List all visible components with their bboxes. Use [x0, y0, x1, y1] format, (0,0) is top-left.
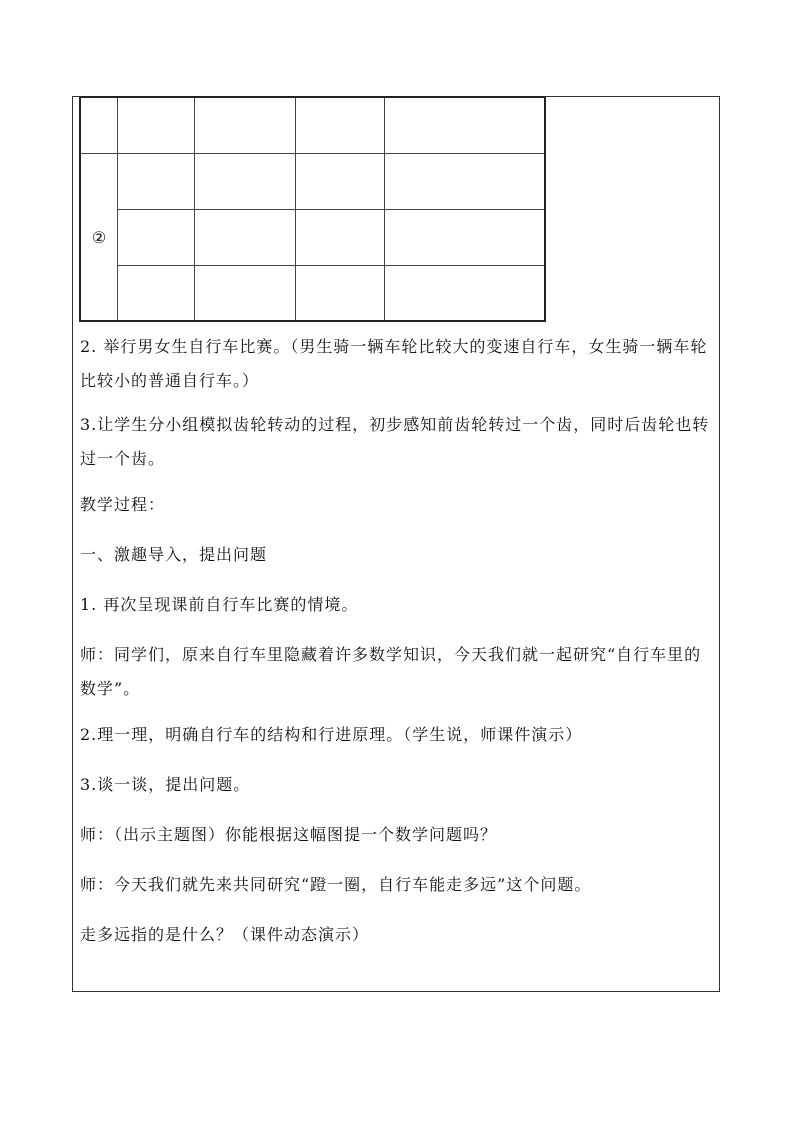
- section-heading-process: 教学过程：: [80, 495, 166, 514]
- step-1: 1. 再次呈现课前自行车比赛的情境。: [80, 595, 359, 614]
- teacher-line-1: 师：同学们，原来自行车里隐藏着许多数学知识，今天我们就一起研究“自行车里的数学”。: [80, 645, 702, 698]
- table-cell: [195, 154, 296, 210]
- table-cell: [296, 154, 385, 210]
- table-cell: [118, 154, 195, 210]
- lesson-text: [80, 330, 716, 952]
- table-cell: [296, 266, 385, 322]
- table-cell: [80, 97, 118, 154]
- table-cell: [385, 154, 546, 210]
- table-cell: [118, 210, 195, 266]
- table-row: [80, 210, 545, 266]
- question-line: 走多远指的是什么？（课件动态演示）: [80, 925, 370, 944]
- table-cell: [385, 266, 546, 322]
- activity-gear-simulation: 3.让学生分小组模拟齿轮转动的过程，初步感知前齿轮转过一个齿，同时后齿轮也转过一个齿。: [80, 415, 710, 468]
- table-cell: [195, 266, 296, 322]
- table-cell: [118, 266, 195, 322]
- teacher-line-2: 师：（出示主题图）你能根据这幅图提一个数学问题吗？: [80, 825, 498, 844]
- teacher-line-3: 师：今天我们就先来共同研究“蹬一圈，自行车能走多远”这个问题。: [80, 875, 592, 894]
- table-cell: [195, 97, 296, 154]
- data-table: [79, 96, 546, 322]
- table-cell: [296, 97, 385, 154]
- table-cell: [296, 210, 385, 266]
- table-row: [80, 266, 545, 322]
- table-cell: [195, 210, 296, 266]
- table-row: [80, 97, 545, 154]
- activity-bike-race: 2. 举行男女生自行车比赛。（男生骑一辆车轮比较大的变速自行车，女生骑一辆车轮比较小的普通自行车。）: [80, 337, 708, 390]
- step-2: 2.理一理，明确自行车的结构和行进原理。（学生说，师课件演示）: [80, 725, 583, 744]
- step-3: 3.谈一谈，提出问题。: [80, 775, 251, 794]
- row-group-mark: ②: [80, 154, 118, 322]
- section-heading-intro: 一、激趣导入，提出问题: [80, 545, 268, 564]
- table-cell: [118, 97, 195, 154]
- table-row: [80, 154, 545, 210]
- table-cell: [385, 97, 546, 154]
- table-cell: [385, 210, 546, 266]
